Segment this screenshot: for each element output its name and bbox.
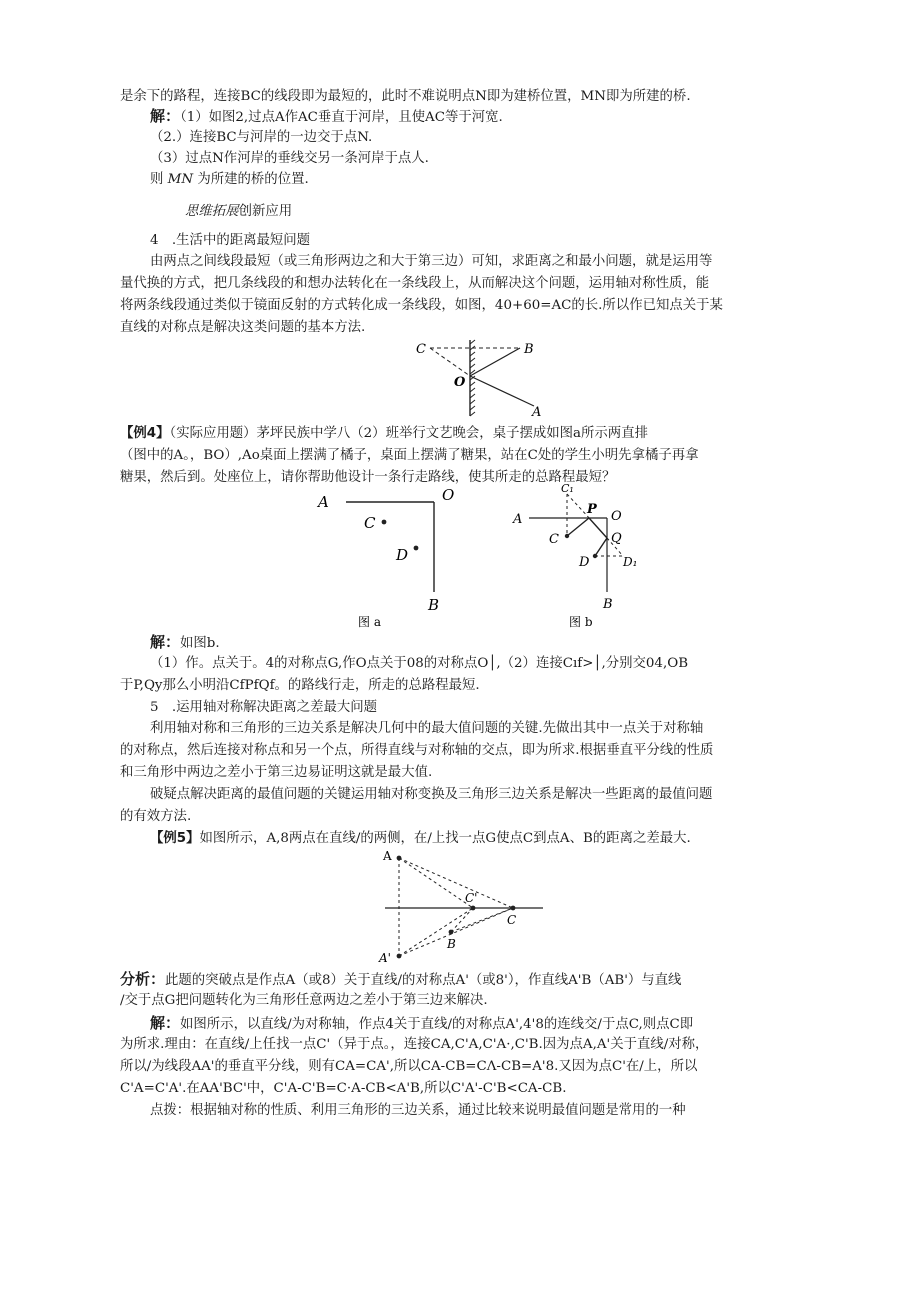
fig1-label-b: B	[524, 342, 534, 357]
fig5-a-c	[399, 858, 513, 908]
solution5-line1	[150, 1013, 840, 1035]
fig-b-caption: 图 b	[569, 615, 593, 629]
fig5-a-prime-c	[399, 908, 513, 956]
solution5-line4: C'A=C'A'.在AA'BC'中，C'A-C'B=C·A-CB<A'B,所以C'A'-C'B<CA-CB.	[120, 1081, 567, 1096]
solution4-line1-text: 如图b.	[180, 636, 220, 651]
para1-line5-c: 为所建的桥的位置.	[193, 172, 309, 187]
figure-b	[505, 480, 655, 634]
section-heading-italic: 思维拓展	[185, 204, 239, 219]
fig-b-label-a: A	[513, 512, 523, 527]
fig5-point-a	[397, 856, 402, 861]
figure-reflection	[410, 336, 560, 421]
fig-a-label-a: A	[318, 493, 329, 511]
solution5-keyword: 解：	[150, 1014, 181, 1032]
fig5-a-prime-c-prime	[399, 908, 473, 956]
fig-b-path-qd	[595, 538, 607, 556]
segment-bo	[470, 348, 520, 376]
solution5-line1-text: 如图所示，以直线/为对称轴，作点4关于直线/的对称点A',4'8的连线交/于点C,则点C即	[180, 1017, 694, 1032]
example4-line1	[120, 424, 810, 444]
fig-b-label-b: B	[603, 597, 613, 612]
solution4-line1	[150, 632, 840, 654]
fig5-label-a-prime: A'	[379, 951, 391, 965]
sec4-p4: 直线的对称点是解决这类问题的基本方法.	[120, 320, 366, 335]
fig1-label-c: C	[416, 342, 426, 357]
sec5-p1: 利用轴对称和三角形的三边关系是解决几何中的最大值问题的关键.先做出其中一点关于对称轴	[150, 721, 704, 736]
fig-b-label-d: D	[579, 555, 590, 570]
fig-b-label-q: Q	[611, 531, 622, 546]
solution5-line3: 所以/为线段AA'的垂直平分线，则有CA=CA',所以CA-CB=CΛ-CB=A'8.又因为点C'在/上，所以	[120, 1059, 698, 1074]
solution4-line3: 于P,Qy那么小明沿CfPfQf。的路线行走，所走的总路程最短.	[120, 678, 480, 693]
fig5-label-a: A	[383, 849, 392, 863]
sec5-p3: 和三角形中两边之差小于第三边易证明这就是最大值.	[120, 765, 433, 780]
segment-oa	[470, 376, 534, 406]
para1-line2-text: （1）如图2,过点A作AC垂直于河岸，且使AC等于河宽.	[180, 110, 503, 125]
section-heading-normal: 创新应用	[238, 204, 293, 219]
fig5-point-a-prime	[397, 954, 402, 959]
para1-line5-b: MN	[167, 172, 194, 187]
analysis-line1-text: 此题的突破点是作点A（或8）关于直线/的对称点A'（或8'），作直线A'B（AB'）与直线	[165, 973, 682, 988]
section-heading	[185, 202, 875, 222]
fig-b-label-c: C	[549, 532, 559, 547]
sec4-p3: 将两条线段通过类似于镜面反射的方式转化成一条线段，如图，40+60=AC的长.所以作已知点关于某	[120, 298, 723, 313]
segment-co	[430, 348, 470, 376]
sec5-p4: 破疑点解决距离的最值问题的关键运用轴对称变换及三角形三边关系是解决一些距离的最值问题	[150, 787, 713, 802]
fig-b-label-d1: D₁	[623, 555, 638, 569]
fig-b-path-pq	[589, 518, 607, 538]
fig5-a-c-prime	[399, 858, 473, 908]
sec4-p1: 由两点之间线段最短（或三角形两边之和大于第三边）可知，求距离之和最小问题，就是运用等	[150, 254, 713, 269]
fig-a-label-b: B	[428, 596, 440, 614]
analysis-keyword: 分析：	[120, 970, 166, 988]
fig5-point-c	[511, 906, 516, 911]
example5-text: 如图所示，A,8两点在直线/的两侧，在/上找一点G使点C到点A、B的距离之差最大.	[199, 831, 691, 846]
fig-a-label-o: O	[442, 486, 455, 504]
example5-keyword: 【例5】	[150, 831, 200, 846]
sec5-title: 5 .运用轴对称解决距离之差最大问题	[150, 700, 378, 715]
para1-line2	[150, 106, 840, 128]
fig-b-label-o: O	[611, 509, 622, 524]
example4-line1-text: （实际应用题）茅坪民族中学八（2）班举行文艺晚会，桌子摆成如图a所示两直排	[169, 426, 648, 441]
sec5-p2: 的对称点，然后连接对称点和另一个点，所得直线与对称轴的交点，即为所求.根据垂直平分线的性质	[120, 743, 714, 758]
analysis-line2: /交于点G把问题转化为三角形任意两边之差小于第三边来解决.	[120, 993, 488, 1008]
fig-b-point-d	[593, 554, 597, 558]
fig5-point-c-prime	[471, 906, 476, 911]
fig-a-point-d	[414, 546, 419, 551]
example4-line2: （图中的A。，BO）,Ao桌面上摆满了橘子，桌面上摆满了糖果，站在C处的学生小明先拿橘子再拿	[120, 448, 699, 463]
fig-a-point-c	[382, 520, 387, 525]
fig5-b-c-prime	[451, 908, 473, 932]
fig-a-caption: 图 a	[358, 615, 381, 629]
fig-b-point-c	[565, 534, 569, 538]
solution4-keyword: 解：	[150, 633, 181, 651]
fig-a-label-c: C	[364, 514, 376, 532]
fig5-label-c: C	[507, 913, 517, 927]
fig5-label-c-prime: C'	[465, 891, 478, 905]
solution-keyword: 解：	[150, 107, 181, 125]
solution4-line2: （1）作。点关于。4的对称点G,作O点关于08的对称点O│,（2）连接Cıf>│,分别交04,OB	[150, 656, 689, 671]
analysis-line1	[120, 969, 810, 991]
para1-line5	[150, 170, 840, 190]
fig-b-label-p: P	[587, 502, 597, 517]
fig5-label-b: B	[447, 937, 456, 951]
fig-b-path-cp	[567, 518, 589, 536]
fig1-label-a: A	[532, 405, 542, 420]
tip-line1: 点拨：根据轴对称的性质、利用三角形的三边关系，通过比较来说明最值问题是常用的一种	[150, 1103, 686, 1118]
para1-line4: （3）过点N作河岸的垂线交另一条河岸于点人.	[150, 151, 429, 166]
sec4-p2: 量代换的方式，把几条线段的和想办法转化在一条线段上，从而解决这个问题，运用轴对称性质，能	[120, 276, 710, 291]
figure-a	[310, 484, 470, 634]
para1-line1: 是余下的路程，连接BC的线段即为最短的，此时不难说明点N即为建桥位置，MN即为所建的桥.	[120, 89, 691, 104]
fig5-point-b	[449, 930, 454, 935]
example4-line3: 糖果，然后到。处座位上，请你帮助他设计一条行走路线，使其所走的总路程最短？	[120, 470, 616, 485]
sec4-title: 4 .生活中的距离最短问题	[150, 233, 311, 248]
para1-line5-a: 则	[150, 172, 168, 187]
example4-keyword: 【例4】	[120, 426, 170, 441]
figure-max-difference	[375, 842, 550, 967]
fig-b-label-c1: C₁	[561, 482, 574, 495]
fig5-b-c	[451, 908, 513, 932]
para1-line3: （2.）连接BC与河岸的一边交于点N.	[150, 130, 373, 145]
sec5-p5: 的有效方法.	[120, 809, 192, 824]
fig1-label-o: O	[454, 375, 466, 390]
solution5-line2: 为所求.理由：在直线/上任找一点C'（异于点。，连接CA,C'A,C'A·,C'B.因为点A,A'关于直线/对称，	[120, 1037, 709, 1052]
fig-a-label-d: D	[396, 546, 409, 564]
